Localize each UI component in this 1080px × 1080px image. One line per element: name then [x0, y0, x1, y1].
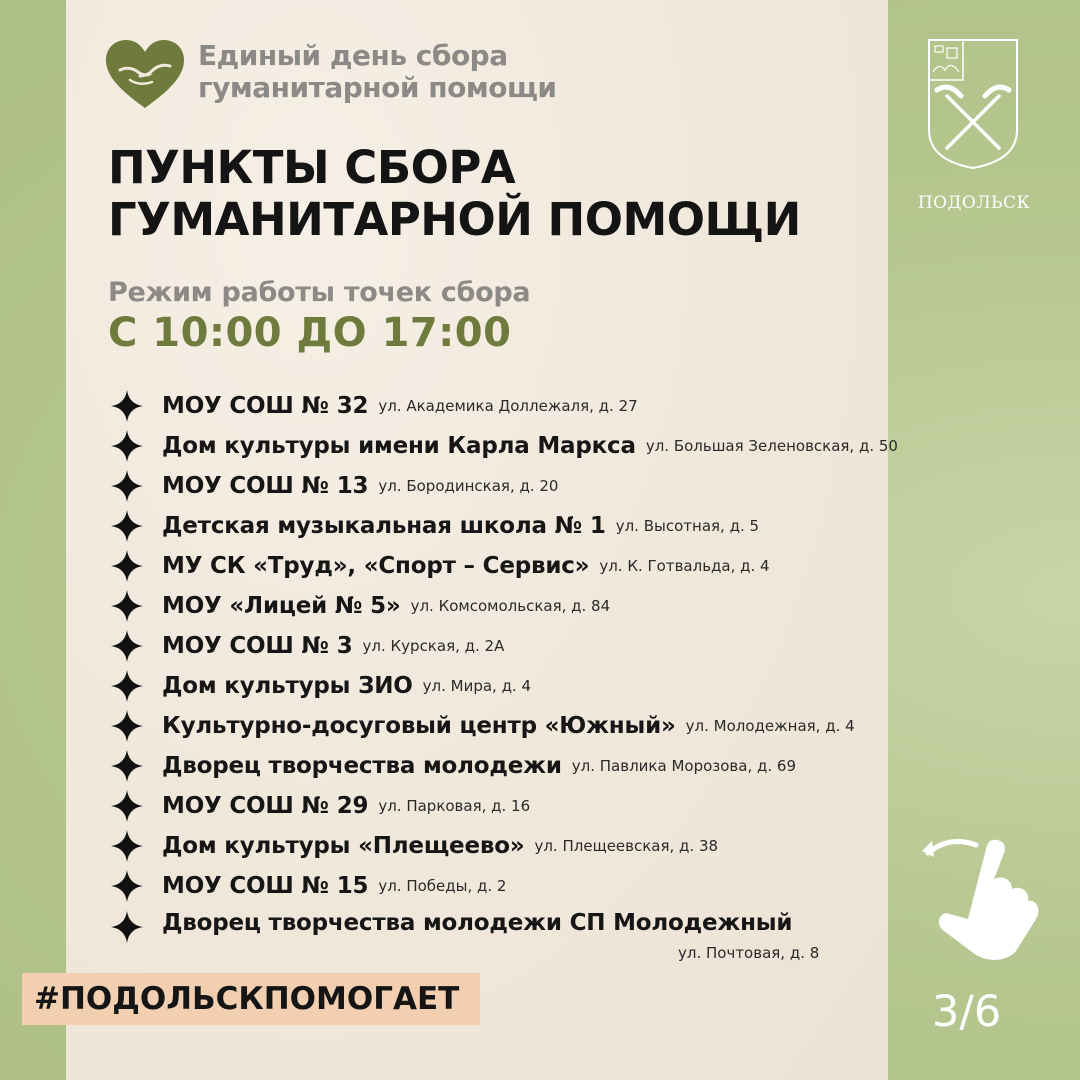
collection-points-list — [110, 386, 990, 970]
four-point-star-icon — [110, 549, 144, 583]
list-item — [110, 626, 990, 666]
point-name: МОУ СОШ № 15 — [162, 873, 369, 899]
point-address: ул. Курская, д. 2А — [362, 637, 505, 655]
point-name: МОУ СОШ № 13 — [162, 473, 369, 499]
four-point-star-icon — [110, 749, 144, 783]
point-name: Дом культуры «Плещеево» — [162, 833, 525, 859]
point-address: ул. Павлика Морозова, д. 69 — [571, 757, 796, 775]
hours-label: Режим работы точек сбора — [108, 277, 531, 308]
point-address: ул. Высотная, д. 5 — [615, 517, 760, 535]
event-title-line1: Единый день сбора — [198, 39, 508, 72]
point-address: ул. Парковая, д. 16 — [378, 797, 531, 815]
list-item — [110, 386, 990, 426]
four-point-star-icon — [110, 629, 144, 663]
four-point-star-icon — [110, 669, 144, 703]
point-address: ул. Плещеевская, д. 38 — [534, 837, 719, 855]
point-name: Дворец творчества молодежи СП Молодежный — [162, 910, 793, 936]
point-name: Дом культуры ЗИО — [162, 673, 413, 699]
point-address: ул. Большая Зеленовская, д. 50 — [645, 437, 898, 455]
list-item — [110, 866, 990, 906]
point-address: ул. Молодежная, д. 4 — [685, 717, 855, 735]
four-point-star-icon — [110, 910, 144, 944]
point-name: МОУ СОШ № 3 — [162, 633, 353, 659]
swipe-hand-icon — [920, 835, 1040, 963]
point-address: ул. Бородинская, д. 20 — [378, 477, 559, 495]
point-name: МУ СК «Труд», «Спорт – Сервис» — [162, 553, 590, 579]
list-item — [110, 666, 990, 706]
list-item — [110, 586, 990, 626]
city-coat-of-arms-icon — [927, 38, 1019, 170]
page-title — [108, 142, 801, 246]
page-title-line1: ПУНКТЫ СБОРА — [108, 141, 516, 194]
list-item — [110, 506, 990, 546]
point-name: МОУ СОШ № 29 — [162, 793, 369, 819]
page-title-line2: ГУМАНИТАРНОЙ ПОМОЩИ — [108, 193, 801, 246]
list-item — [110, 786, 990, 826]
point-address: ул. Академика Доллежаля, д. 27 — [378, 397, 638, 415]
point-name: МОУ «Лицей № 5» — [162, 593, 401, 619]
point-name: Дом культуры имени Карла Маркса — [162, 433, 636, 459]
hashtag-banner: #ПОДОЛЬСКПОМОГАЕТ — [22, 973, 480, 1025]
list-item — [110, 466, 990, 506]
four-point-star-icon — [110, 389, 144, 423]
list-item — [110, 826, 990, 866]
point-address: ул. Комсомольская, д. 84 — [410, 597, 611, 615]
four-point-star-icon — [110, 429, 144, 463]
point-name: Детская музыкальная школа № 1 — [162, 513, 606, 539]
heart-hands-icon — [106, 40, 184, 110]
four-point-star-icon — [110, 469, 144, 503]
four-point-star-icon — [110, 509, 144, 543]
list-item — [110, 746, 990, 786]
list-item — [110, 706, 990, 746]
point-address: ул. Мира, д. 4 — [422, 677, 532, 695]
city-name: ПОДОЛЬСК — [917, 193, 1031, 213]
point-name: Культурно-досуговый центр «Южный» — [162, 713, 676, 739]
four-point-star-icon — [110, 789, 144, 823]
list-item — [110, 546, 990, 586]
page-indicator: 3/6 — [932, 987, 1002, 1037]
point-name: Дворец творчества молодежи — [162, 753, 562, 779]
four-point-star-icon — [110, 589, 144, 623]
event-title — [198, 40, 557, 104]
four-point-star-icon — [110, 829, 144, 863]
point-name: МОУ СОШ № 32 — [162, 393, 369, 419]
four-point-star-icon — [110, 869, 144, 903]
point-address: ул. Почтовая, д. 8 — [678, 944, 820, 962]
point-address: ул. К. Готвальда, д. 4 — [599, 557, 770, 575]
list-item — [110, 426, 990, 466]
hours-value: С 10:00 ДО 17:00 — [108, 310, 512, 356]
event-title-line2: гуманитарной помощи — [198, 71, 557, 104]
list-item — [110, 906, 990, 970]
point-address: ул. Победы, д. 2 — [378, 877, 507, 895]
four-point-star-icon — [110, 709, 144, 743]
